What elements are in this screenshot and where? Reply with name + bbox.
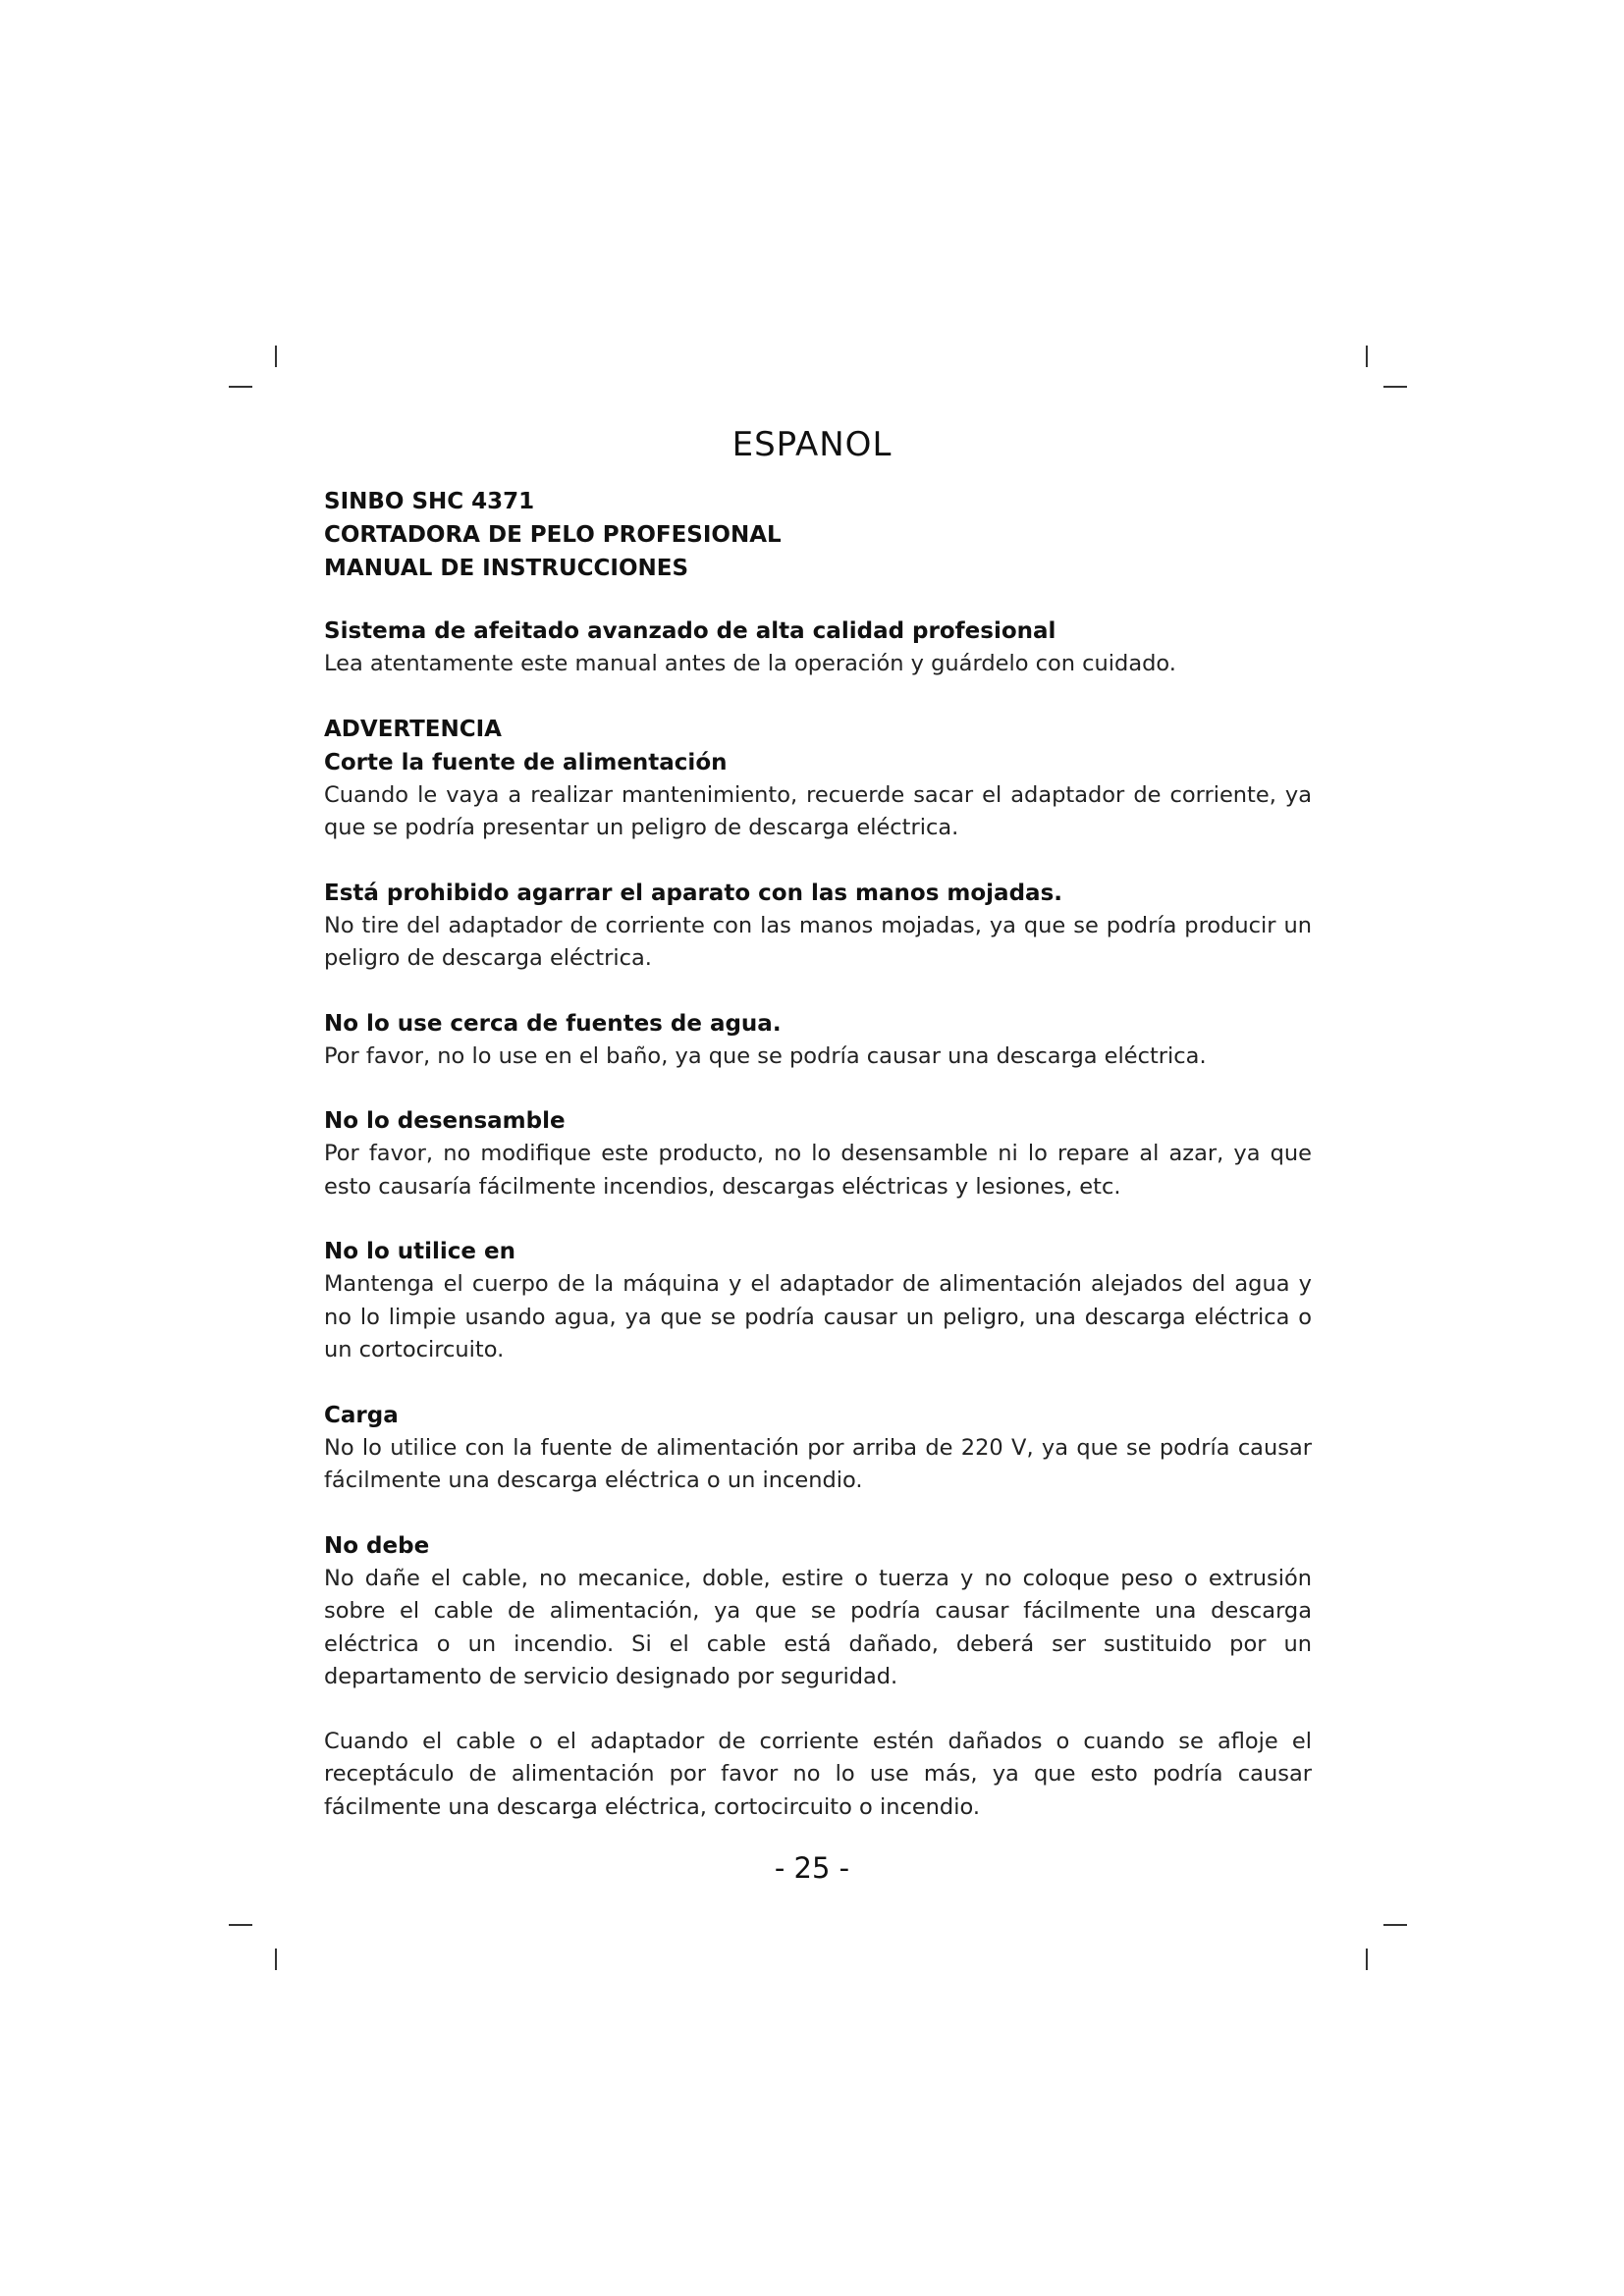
section bbox=[324, 1235, 1312, 1367]
crop-mark-bottom-left-horizontal bbox=[229, 1924, 252, 1926]
product-name: CORTADORA DE PELO PROFESIONAL bbox=[324, 522, 782, 548]
section-body: No tire del adaptador de corriente con las manos mojadas, ya que se podría producir un peligro de descarga eléctrica. bbox=[324, 912, 1312, 971]
product-model: SINBO SHC 4371 bbox=[324, 489, 535, 514]
product-header bbox=[324, 485, 1312, 585]
crop-mark-top-right-vertical bbox=[1366, 346, 1368, 367]
section-body: No lo utilice con la fuente de alimentación por arriba de 220 V, ya que se podría causar fácilmente una descarga eléctrica o un incendio. bbox=[324, 1434, 1312, 1493]
section bbox=[324, 1007, 1312, 1074]
section-title: No lo desensamble bbox=[324, 1108, 566, 1134]
crop-mark-bottom-right-vertical bbox=[1366, 1949, 1368, 1970]
section-title: Está prohibido agarrar el aparato con las manos mojadas. bbox=[324, 880, 1062, 906]
closing-body: Cuando el cable o el adaptador de corriente estén dañados o cuando se afloje el receptáculo de alimentación por favor no lo use más, ya que esto podría causar fácilmente una descarga eléctrica, cortocircuito o incendio. bbox=[324, 1728, 1312, 1820]
section bbox=[324, 1399, 1312, 1498]
warning-label: ADVERTENCIA bbox=[324, 716, 502, 742]
intro-section bbox=[324, 614, 1312, 681]
section-title: No lo use cerca de fuentes de agua. bbox=[324, 1010, 782, 1037]
section-title: Carga bbox=[324, 1402, 399, 1428]
manual-title: MANUAL DE INSTRUCCIONES bbox=[324, 556, 689, 581]
page-title: ESPANOL bbox=[731, 425, 893, 464]
section bbox=[324, 1529, 1312, 1694]
crop-mark-bottom-right-horizontal bbox=[1383, 1924, 1407, 1926]
section-title: No lo utilice en bbox=[324, 1239, 515, 1264]
document-body bbox=[324, 485, 1312, 1824]
intro-title: Sistema de afeitado avanzado de alta calidad profesional bbox=[324, 618, 1056, 644]
section-title: No debe bbox=[324, 1532, 430, 1559]
section bbox=[324, 1104, 1312, 1203]
crop-mark-top-left-vertical bbox=[275, 346, 277, 367]
intro-body: Lea atentamente este manual antes de la operación y guárdelo con cuidado. bbox=[324, 651, 1176, 676]
crop-mark-top-right-horizontal bbox=[1383, 386, 1407, 388]
crop-mark-top-left-horizontal bbox=[229, 386, 252, 388]
closing-section bbox=[324, 1726, 1312, 1825]
section bbox=[324, 877, 1312, 976]
page-number: - 25 - bbox=[774, 1851, 850, 1885]
section-body: Cuando le vaya a realizar mantenimiento, recuerde sacar el adaptador de corriente, ya que se podría presentar un peligro de descarga eléctrica. bbox=[324, 781, 1312, 840]
section-body: Por favor, no modifique este producto, no lo desensamble ni lo repare al azar, ya que esto causaría fácilmente incendios, descargas eléctricas y lesiones, etc. bbox=[324, 1141, 1312, 1200]
section-title: Corte la fuente de alimentación bbox=[324, 749, 728, 775]
section-body: No dañe el cable, no mecanice, doble, estire o tuerza y no coloque peso o extrusión sobre el cable de alimentación, ya que se podría causar fácilmente una descarga eléctrica o un incendio. Si el cable está dañado, deberá ser sustituido por un departamento de servicio designado por seguridad. bbox=[324, 1565, 1312, 1689]
crop-mark-bottom-left-vertical bbox=[275, 1949, 277, 1970]
section-body: Mantenga el cuerpo de la máquina y el adaptador de alimentación alejados del agua y no lo limpie usando agua, ya que se podría causar un peligro, una descarga eléctrica o un cortocircuito. bbox=[324, 1271, 1312, 1362]
warning-section bbox=[324, 713, 1312, 845]
section-body: Por favor, no lo use en el baño, ya que se podría causar una descarga eléctrica. bbox=[324, 1042, 1207, 1069]
